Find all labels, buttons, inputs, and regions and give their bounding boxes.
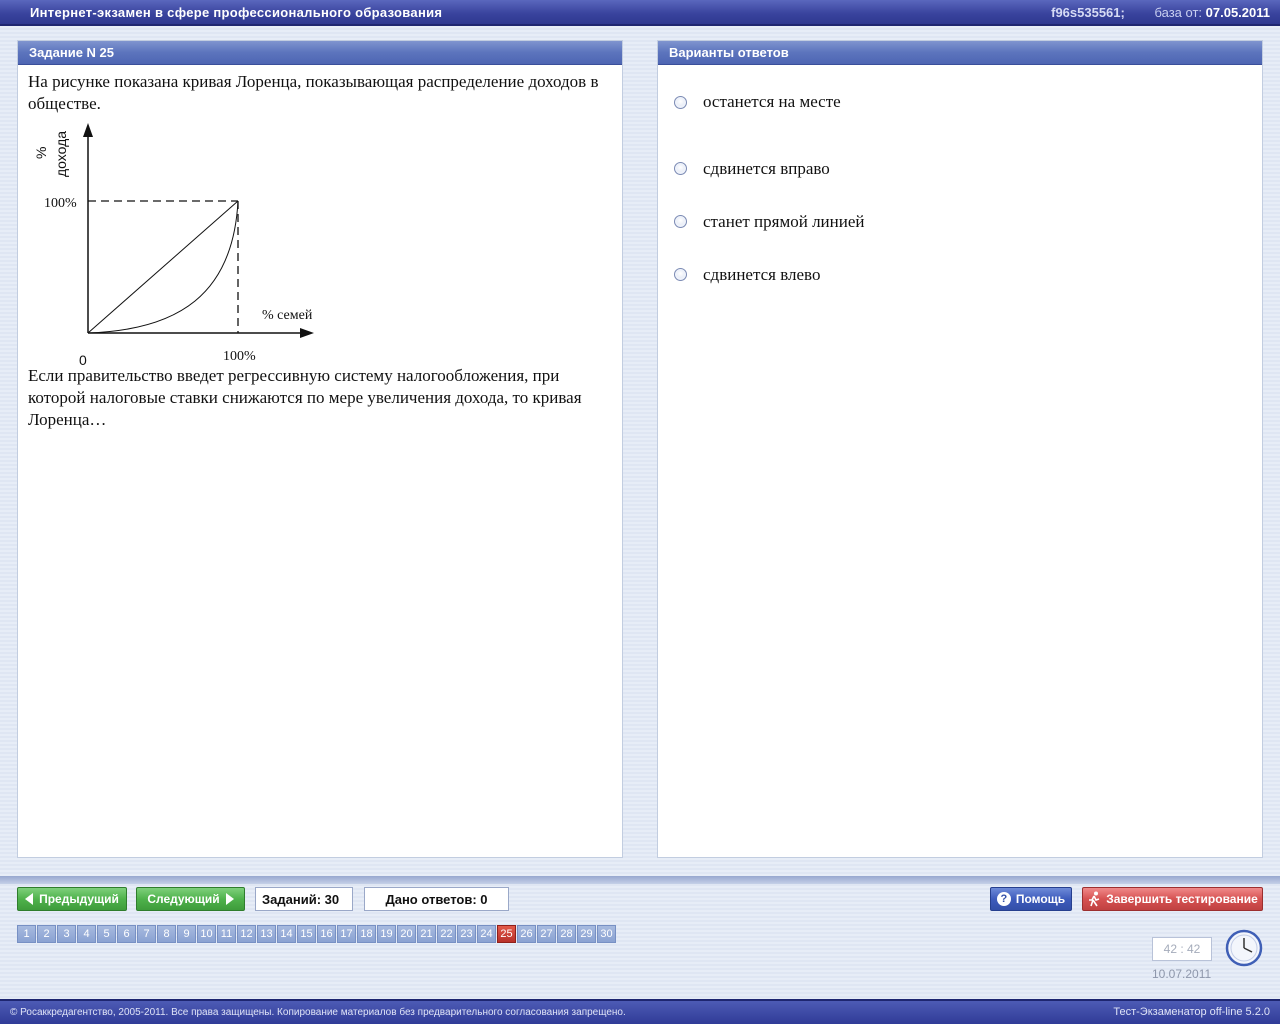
page-button[interactable]: 7 [137, 925, 156, 943]
answers-heading: Варианты ответов [658, 41, 1262, 65]
page-button[interactable]: 6 [117, 925, 136, 943]
lorenz-curve-figure [28, 115, 358, 365]
arrow-left-icon [25, 893, 33, 905]
session-code: f96s535561; [1051, 5, 1125, 20]
page-button[interactable]: 11 [217, 925, 236, 943]
origin-label: 0 [79, 352, 87, 365]
footer-bar [0, 999, 1280, 1024]
running-man-icon [1087, 891, 1101, 907]
prev-button[interactable] [17, 887, 127, 911]
answer-option-3[interactable] [674, 195, 1262, 248]
answer-label: сдвинется вправо [703, 158, 830, 178]
y-tick-100: 100% [44, 196, 77, 211]
help-button-label: Помощь [1015, 892, 1066, 906]
page-button[interactable]: 29 [577, 925, 596, 943]
answer-options [658, 65, 1262, 301]
radio-button[interactable] [674, 268, 687, 281]
timer-display: 42 : 42 [1152, 937, 1212, 961]
page-button[interactable]: 17 [337, 925, 356, 943]
answer-option-1[interactable] [674, 89, 1262, 115]
page-button[interactable]: 18 [357, 925, 376, 943]
answer-option-4[interactable] [674, 248, 1262, 301]
bottom-divider [0, 876, 1280, 884]
next-button-label: Следующий [147, 892, 220, 906]
timer-date: 10.07.2011 [1152, 967, 1212, 981]
page-button[interactable]: 3 [57, 925, 76, 943]
page-button[interactable]: 8 [157, 925, 176, 943]
db-date: 07.05.2011 [1205, 5, 1270, 20]
arrow-right-icon [226, 893, 234, 905]
answer-option-2[interactable] [674, 142, 1262, 195]
page-button[interactable]: 1 [17, 925, 36, 943]
answers-given-count: Дано ответов: 0 [364, 887, 509, 911]
app-title-bar [0, 0, 1280, 26]
lorenz-curve-svg [28, 115, 358, 365]
page-button[interactable]: 21 [417, 925, 436, 943]
page-button[interactable]: 20 [397, 925, 416, 943]
page-button[interactable]: 15 [297, 925, 316, 943]
version-text: Тест-Экзаменатор off-line 5.2.0 [1113, 1006, 1270, 1018]
help-button[interactable] [990, 887, 1072, 911]
x-axis-arrow [300, 328, 314, 338]
question-text-intro: На рисунке показана кривая Лоренца, показывающая распределение доходов в обществе. [28, 72, 599, 113]
y-axis-arrow [83, 123, 93, 137]
page-button[interactable]: 22 [437, 925, 456, 943]
page-button[interactable]: 27 [537, 925, 556, 943]
session-info [1051, 5, 1270, 20]
task-pager [17, 925, 617, 943]
page-button[interactable]: 19 [377, 925, 396, 943]
page-button[interactable]: 10 [197, 925, 216, 943]
answers-panel [657, 40, 1263, 858]
clock-icon [1225, 929, 1263, 967]
page-button-current[interactable]: 25 [497, 925, 516, 943]
page-button[interactable]: 16 [317, 925, 336, 943]
question-panel [17, 40, 623, 858]
help-icon: ? [997, 892, 1011, 906]
answer-label: станет прямой линией [703, 211, 865, 231]
page-button[interactable]: 24 [477, 925, 496, 943]
x-tick-100: 100% [223, 349, 256, 364]
question-text-main: Если правительство введет регрессивную систему налогообложения, при которой налоговые ставки снижаются по мере увеличения дохода, то кривая Лоренца… [28, 366, 582, 429]
next-button[interactable] [136, 887, 245, 911]
page-button[interactable]: 13 [257, 925, 276, 943]
copyright-text: © Росаккредагентство, 2005-2011. Все права защищены. Копирование материалов без предварительного согласования запрещено. [10, 1007, 626, 1018]
page-button[interactable]: 2 [37, 925, 56, 943]
page-button[interactable]: 28 [557, 925, 576, 943]
prev-button-label: Предыдущий [39, 892, 119, 906]
app-title: Интернет-экзамен в сфере профессионального образования [30, 5, 443, 20]
page-button[interactable]: 4 [77, 925, 96, 943]
radio-button[interactable] [674, 162, 687, 175]
page-button[interactable]: 30 [597, 925, 616, 943]
equality-line [88, 201, 238, 333]
x-axis-label: % семей [262, 308, 313, 323]
page-button[interactable]: 23 [457, 925, 476, 943]
db-label: база от: [1154, 5, 1203, 20]
radio-button[interactable] [674, 96, 687, 109]
page-button[interactable]: 9 [177, 925, 196, 943]
page-button[interactable]: 26 [517, 925, 536, 943]
answer-label: сдвинется влево [703, 264, 821, 284]
radio-button[interactable] [674, 215, 687, 228]
answer-label: останется на месте [703, 92, 841, 111]
y-axis-label-percent: % [33, 146, 49, 159]
y-axis-label-income: дохода [53, 130, 69, 177]
page-button[interactable]: 12 [237, 925, 256, 943]
question-heading: Задание N 25 [18, 41, 622, 65]
page-button[interactable]: 5 [97, 925, 116, 943]
finish-test-button[interactable] [1082, 887, 1263, 911]
tasks-count: Заданий: 30 [255, 887, 353, 911]
finish-button-label: Завершить тестирование [1106, 892, 1258, 906]
page-button[interactable]: 14 [277, 925, 296, 943]
